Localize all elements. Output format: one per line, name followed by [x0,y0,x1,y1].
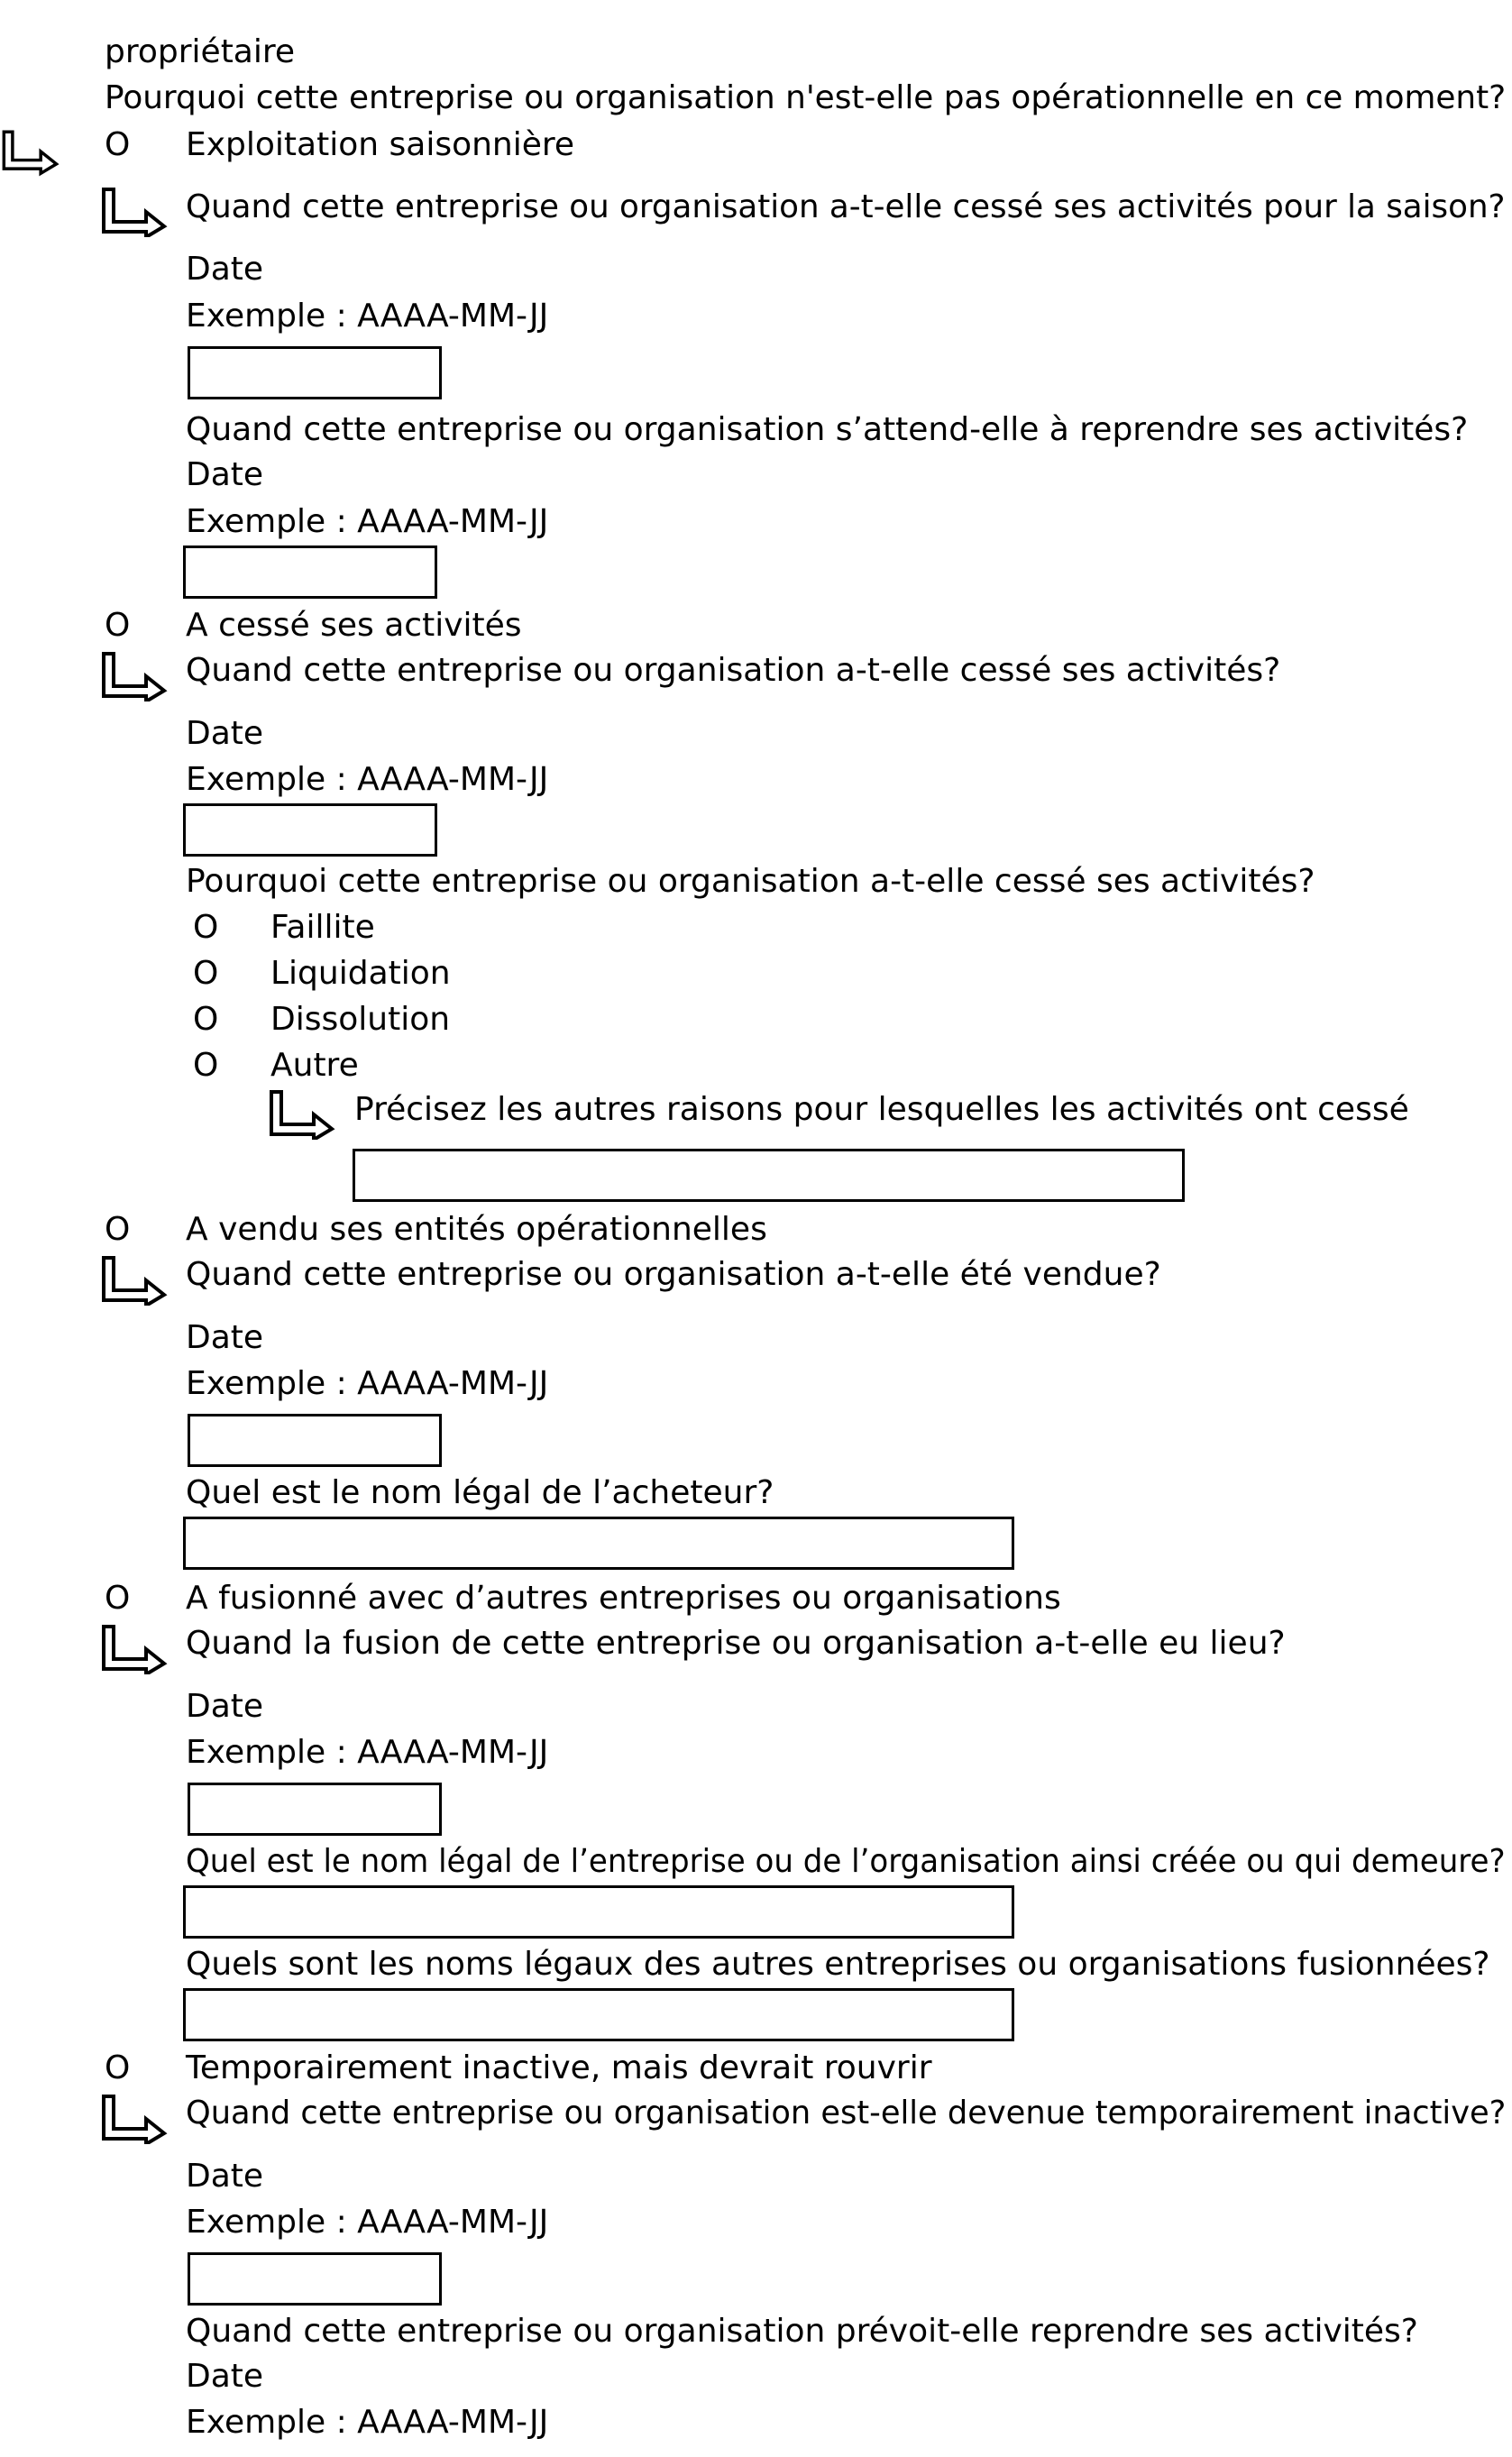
other-reason-prompt: Précisez les autres raisons pour lesquelles les activités ont cessé [354,1091,1409,1128]
radio-inactive[interactable]: O [105,2049,131,2086]
seasonal-cease-date-input[interactable] [188,346,442,399]
date-label: Date [186,1319,264,1356]
date-example: Exemple : AAAA-MM-JJ [186,1365,549,1402]
branch-arrow-icon [99,187,168,237]
date-example: Exemple : AAAA-MM-JJ [186,761,549,798]
radio-autre[interactable]: O [193,1047,219,1084]
merged-q2: Quel est le nom légal de l’entreprise ou de l’organisation ainsi créée ou qui demeure? [186,1843,1506,1880]
inactive-date-input[interactable] [188,2252,442,2306]
sold-date-input[interactable] [188,1414,442,1467]
option-merged-label: A fusionné avec d’autres entreprises ou organisations [186,1580,1061,1617]
seasonal-q1: Quand cette entreprise ou organisation a-t-elle cessé ses activités pour la saison? [186,188,1506,225]
radio-seasonal[interactable]: O [105,126,131,163]
sold-q2: Quel est le nom légal de l’acheteur? [186,1474,774,1511]
page-fragment-text: propriétaire [105,33,296,70]
option-sold-label: A vendu ses entités opérationnelles [186,1211,767,1248]
radio-sold[interactable]: O [105,1211,131,1248]
inactive-q1: Quand cette entreprise ou organisation est-elle devenue temporairement inactive? [186,2095,1507,2132]
date-label: Date [186,2358,264,2395]
date-label: Date [186,1688,264,1725]
other-merged-names-input[interactable] [183,1988,1014,2041]
date-example: Exemple : AAAA-MM-JJ [186,2204,549,2241]
date-label: Date [186,456,264,493]
date-label: Date [186,251,264,288]
main-question: Pourquoi cette entreprise ou organisation n'est-elle pas opérationnelle en ce moment? [105,79,1507,116]
radio-liquidation[interactable]: O [193,955,219,992]
ceased-q1: Quand cette entreprise ou organisation a-t-elle cessé ses activités? [186,652,1281,689]
date-example: Exemple : AAAA-MM-JJ [186,503,549,540]
seasonal-resume-date-input[interactable] [183,545,437,599]
branch-arrow-icon [267,1089,335,1140]
radio-dissolution[interactable]: O [193,1001,219,1038]
reason-liquidation-label: Liquidation [270,955,451,992]
buyer-name-input[interactable] [183,1517,1014,1570]
merger-date-input[interactable] [188,1783,442,1836]
other-reason-input[interactable] [353,1149,1185,1202]
merged-q1: Quand la fusion de cette entreprise ou organisation a-t-elle eu lieu? [186,1625,1286,1662]
sold-q1: Quand cette entreprise ou organisation a-t-elle été vendue? [186,1256,1161,1293]
option-seasonal-label: Exploitation saisonnière [186,126,575,163]
radio-ceased[interactable]: O [105,607,131,644]
ceased-q2: Pourquoi cette entreprise ou organisation a-t-elle cessé ses activités? [186,863,1315,900]
merged-q3: Quels sont les noms légaux des autres entreprises ou organisations fusionnées? [186,1946,1490,1983]
date-example: Exemple : AAAA-MM-JJ [186,1734,549,1771]
branch-arrow-icon [99,1255,168,1306]
branch-arrow-icon [99,651,168,701]
date-label: Date [186,715,264,752]
inactive-q2: Quand cette entreprise ou organisation prévoit-elle reprendre ses activités? [186,2313,1418,2350]
reason-faillite-label: Faillite [270,909,375,946]
date-example: Exemple : AAAA-MM-JJ [186,298,549,335]
branch-arrow-icon [99,2094,168,2144]
seasonal-q2: Quand cette entreprise ou organisation s’attend-elle à reprendre ses activités? [186,411,1469,448]
resulting-entity-name-input[interactable] [183,1885,1014,1939]
radio-faillite[interactable]: O [193,909,219,946]
date-example: Exemple : AAAA-MM-JJ [186,2404,549,2441]
ceased-date-input[interactable] [183,803,437,857]
branch-arrow-icon [99,1624,168,1674]
radio-merged[interactable]: O [105,1580,131,1617]
date-label: Date [186,2158,264,2195]
option-ceased-label: A cessé ses activités [186,607,522,644]
reason-dissolution-label: Dissolution [270,1001,451,1038]
reason-autre-label: Autre [270,1047,359,1084]
option-inactive-label: Temporairement inactive, mais devrait rouvrir [186,2049,932,2086]
branch-arrow-icon [0,126,60,177]
